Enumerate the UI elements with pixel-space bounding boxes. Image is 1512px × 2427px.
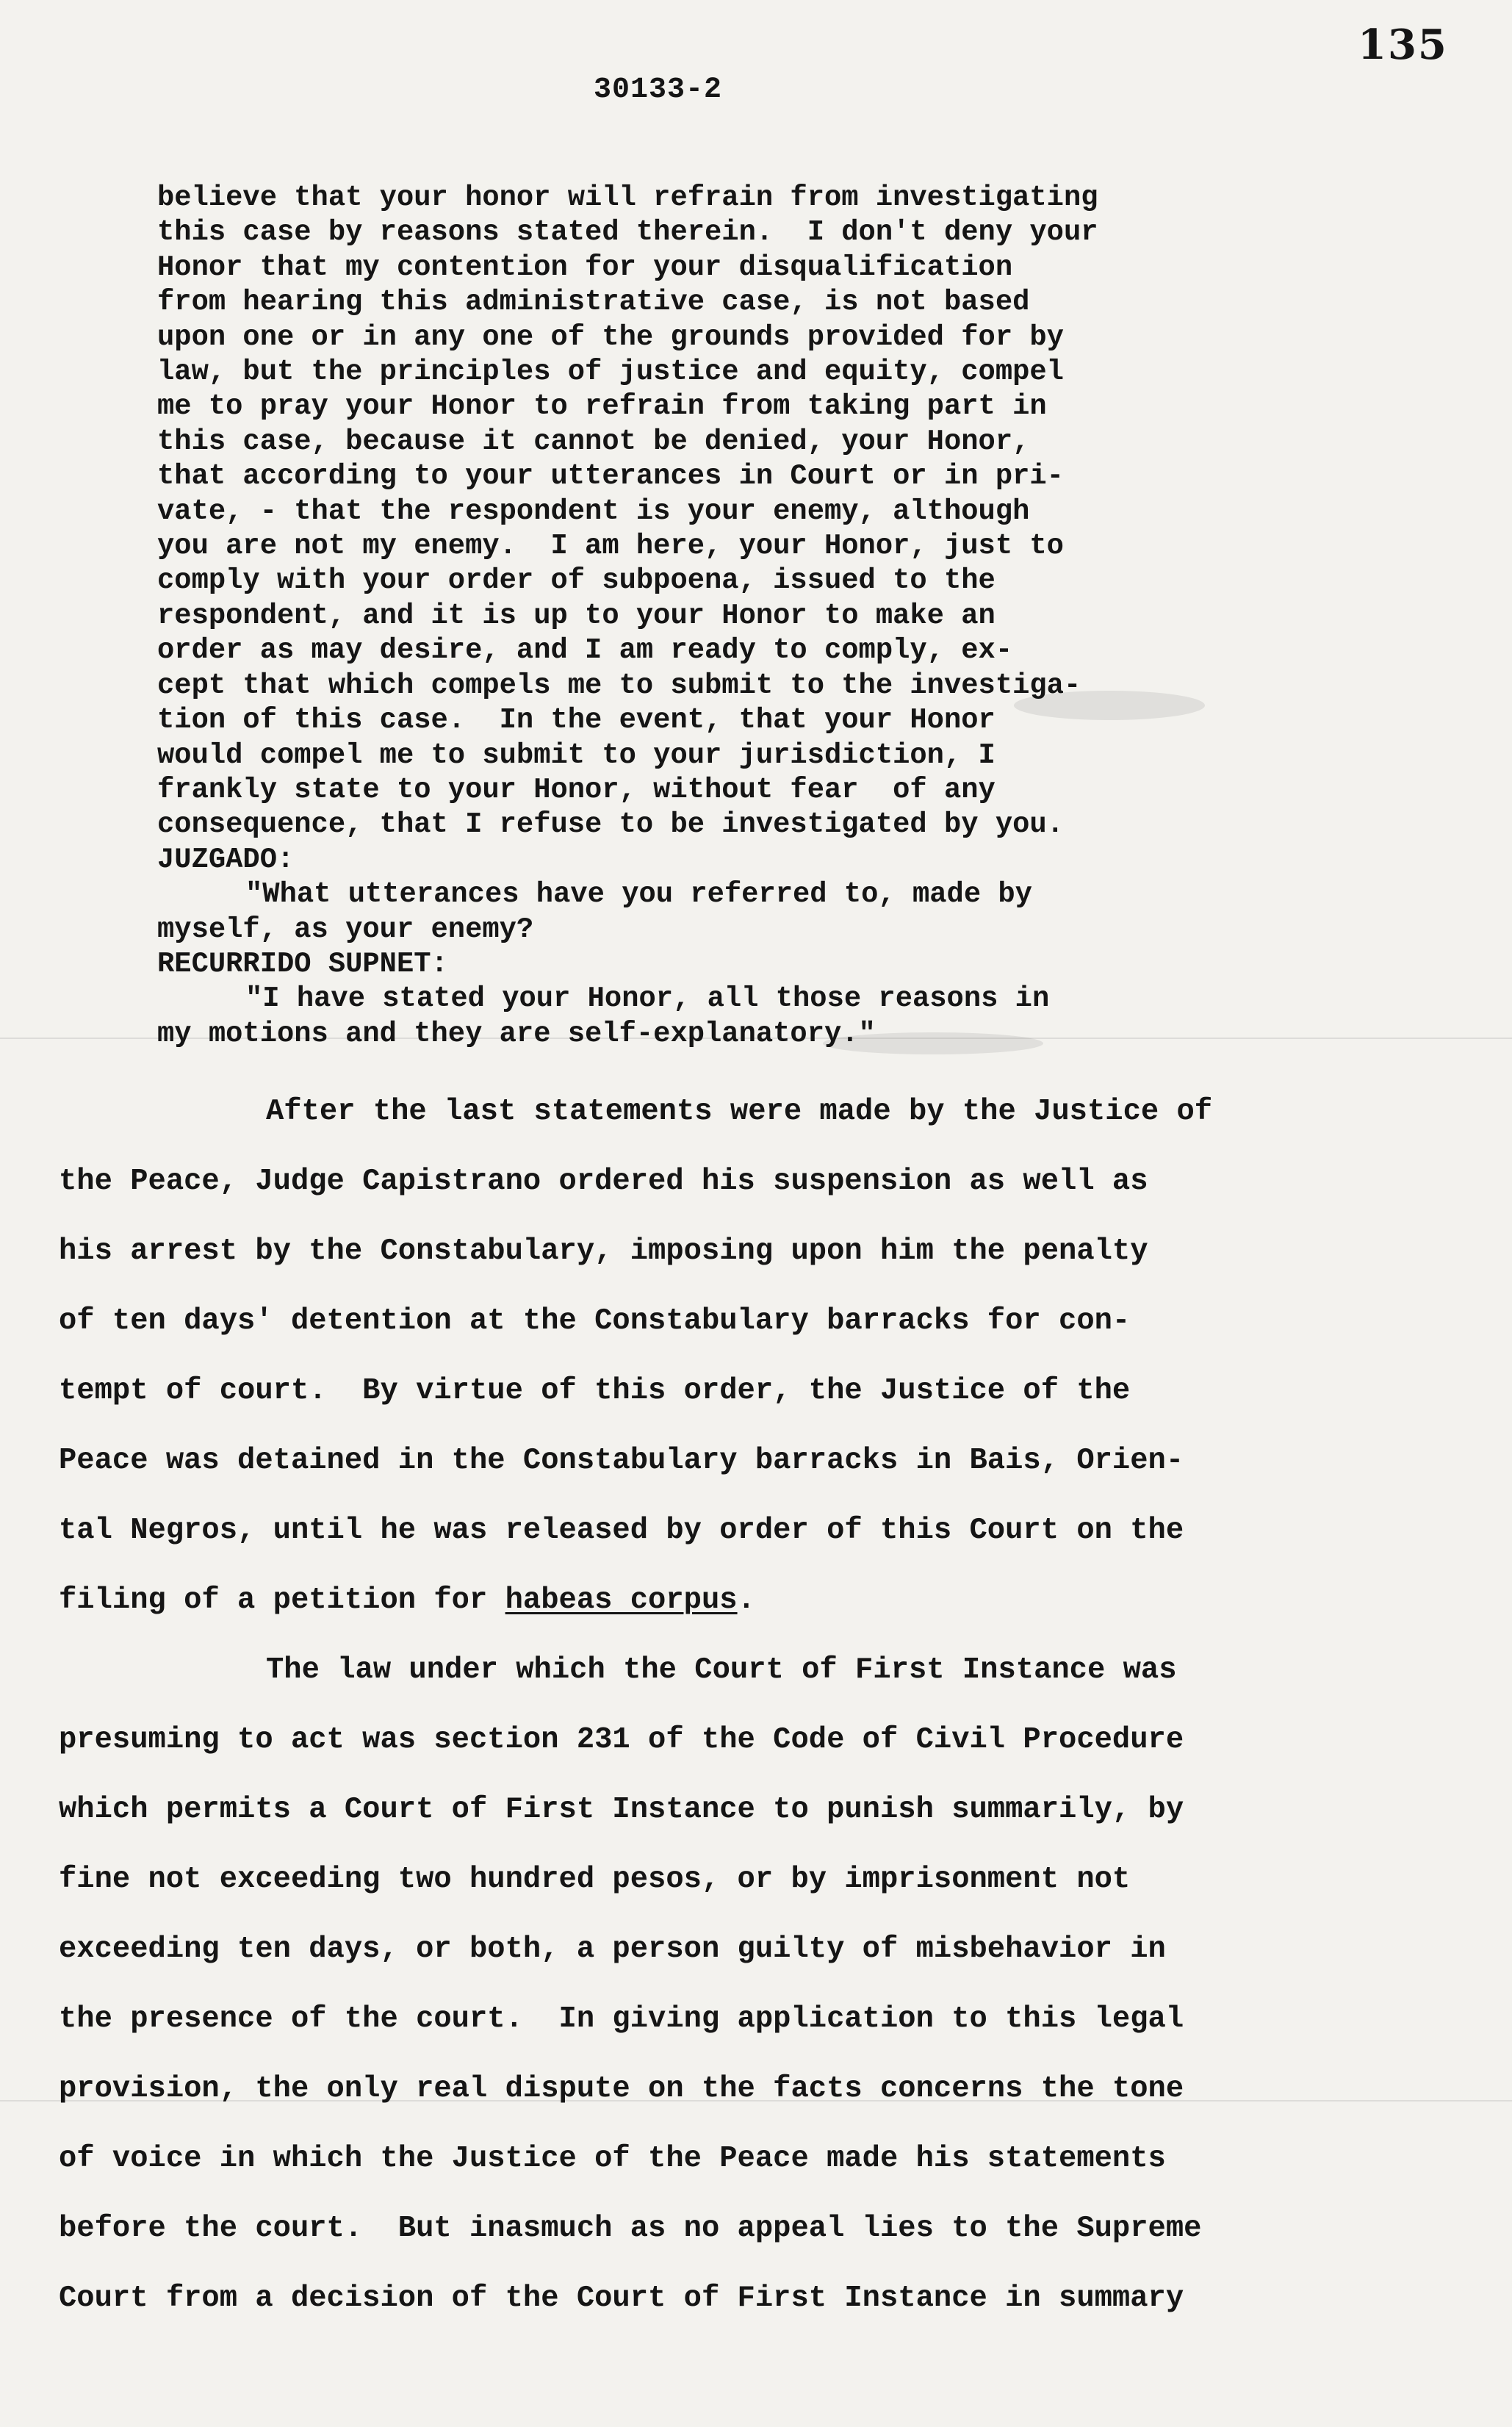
body-line-suffix: .: [737, 1583, 755, 1617]
quote-line: from hearing this administrative case, is not based: [157, 286, 1030, 319]
speaker-label: JUZGADO:: [157, 843, 295, 876]
quote-line: this case, because it cannot be denied, your Honor,: [157, 425, 1030, 458]
quote-line: vate, - that the respondent is your enemy, although: [157, 495, 1030, 528]
body-line: fine not exceeding two hundred pesos, or by imprisonment not: [59, 1863, 1131, 1896]
body-line: his arrest by the Constabulary, imposing upon him the penalty: [59, 1234, 1148, 1268]
quote-line: believe that your honor will refrain from investigating: [157, 181, 1098, 214]
quote-line: this case by reasons stated therein. I don't deny your: [157, 216, 1098, 249]
speaker-label: RECURRIDO SUPNET:: [157, 947, 448, 980]
quote-line: you are not my enemy. I am here, your Honor, just to: [157, 530, 1064, 563]
body-line: tal Negros, until he was released by order of this Court on the: [59, 1514, 1184, 1547]
body-line: [59, 1566, 1396, 1636]
body-line: the presence of the court. In giving application to this legal: [59, 2002, 1184, 2036]
quote-line: cept that which compels me to submit to the investiga-: [157, 669, 1081, 702]
quote-line: Honor that my contention for your disqualification: [157, 251, 1013, 284]
body-text: [59, 1077, 1396, 2334]
quote-line: consequence, that I refuse to be investigated by you.: [157, 808, 1064, 841]
quote-line: "I have stated your Honor, all those reasons in: [245, 982, 1050, 1015]
body-line: of ten days' detention at the Constabulary barracks for con-: [59, 1304, 1131, 1338]
body-line-prefix: filing of a petition for: [59, 1583, 505, 1617]
quote-line: upon one or in any one of the grounds provided for by: [157, 320, 1064, 353]
quote-line: "What utterances have you referred to, made by: [245, 878, 1032, 911]
quote-line: law, but the principles of justice and equity, compel: [157, 356, 1064, 389]
quote-line: tion of this case. In the event, that your Honor: [157, 704, 996, 737]
quote-line: order as may desire, and I am ready to comply, ex-: [157, 634, 1013, 667]
body-line: Court from a decision of the Court of First Instance in summary: [59, 2282, 1184, 2315]
quote-line: frankly state to your Honor, without fear of any: [157, 773, 996, 806]
case-number: 30133-2: [594, 73, 723, 107]
body-line: presuming to act was section 231 of the Code of Civil Procedure: [59, 1723, 1184, 1757]
quoted-testimony: [157, 181, 1333, 1051]
quote-line: comply with your order of subpoena, issued to the: [157, 564, 996, 597]
body-line: provision, the only real dispute on the facts concerns the tone: [59, 2072, 1184, 2106]
body-line: Peace was detained in the Constabulary barracks in Bais, Orien-: [59, 1444, 1184, 1478]
quote-line: that according to your utterances in Court or in pri-: [157, 460, 1064, 493]
quote-line: would compel me to submit to your jurisdiction, I: [157, 738, 996, 772]
body-line: tempt of court. By virtue of this order, the Justice of the: [59, 1374, 1131, 1408]
body-line: exceeding ten days, or both, a person guilty of misbehavior in: [59, 1932, 1166, 1966]
body-line: The law under which the Court of First Instance was: [266, 1653, 1177, 1687]
habeas-corpus-underlined: habeas corpus: [505, 1583, 738, 1617]
quote-line: me to pray your Honor to refrain from taking part in: [157, 390, 1047, 423]
quote-line: my motions and they are self-explanatory.": [157, 1017, 876, 1050]
page-number: 135: [1358, 21, 1448, 69]
quote-line: myself, as your enemy?: [157, 913, 534, 946]
body-line: After the last statements were made by the Justice of: [266, 1095, 1213, 1129]
body-line: before the court. But inasmuch as no appeal lies to the Supreme: [59, 2212, 1202, 2246]
body-line: which permits a Court of First Instance to punish summarily, by: [59, 1793, 1184, 1827]
quote-line: respondent, and it is up to your Honor to make an: [157, 599, 996, 632]
body-line: of voice in which the Justice of the Peace made his statements: [59, 2142, 1166, 2176]
body-line: the Peace, Judge Capistrano ordered his suspension as well as: [59, 1165, 1148, 1198]
